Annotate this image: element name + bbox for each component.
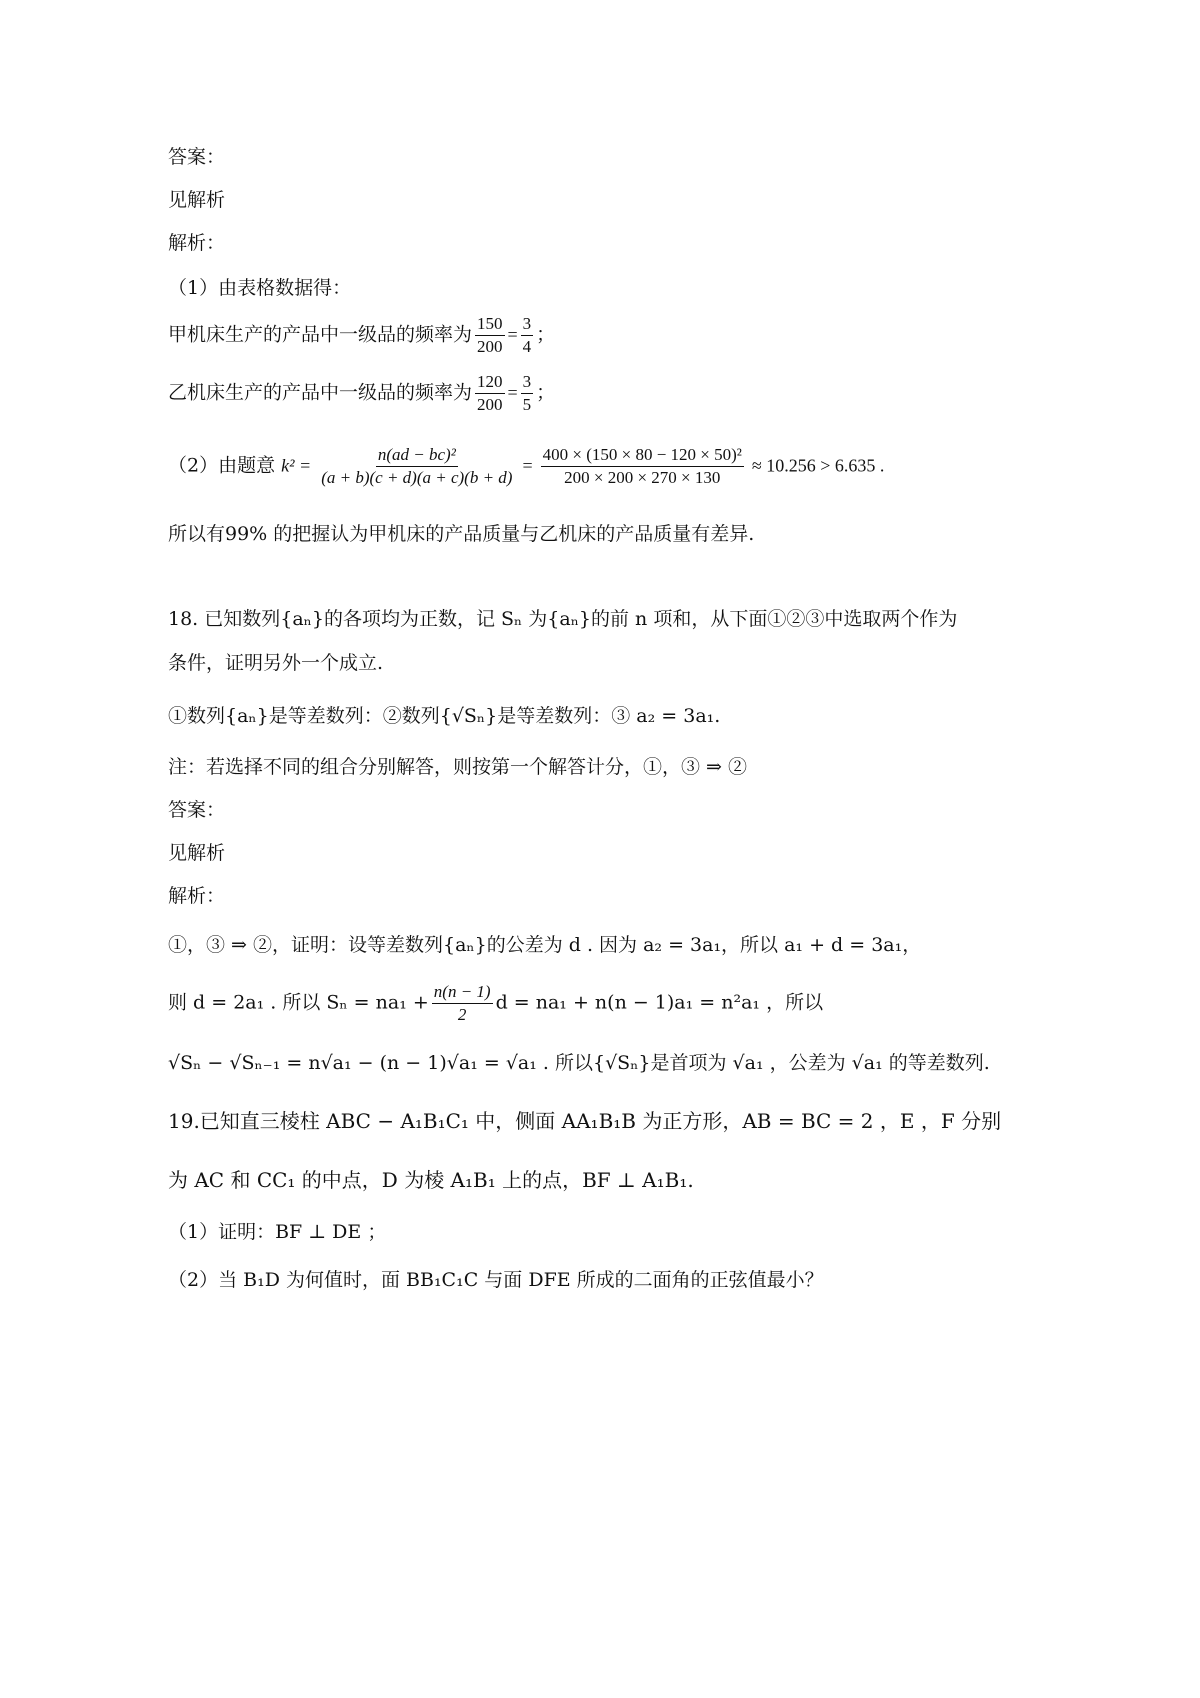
denominator: 200 × 200 × 270 × 130 [564, 468, 721, 487]
conclusion: 所以有99% 的把握认为甲机床的产品质量与乙机床的产品质量有差异. [168, 523, 755, 545]
fraction [541, 444, 744, 489]
numerator: 150 [475, 313, 505, 336]
fraction [432, 981, 493, 1026]
equals: = [522, 455, 533, 476]
q19-stem-line1: 19.已知直三棱柱 ABC − A₁B₁C₁ 中，侧面 AA₁B₁B 为正方形，AB = BC = 2 ，E ，F 分别 [168, 1109, 1002, 1133]
answer-label: 答案： [168, 799, 226, 821]
numerator: 120 [475, 371, 505, 394]
frequency-yi [168, 371, 555, 416]
chi-square-calc [168, 444, 884, 489]
text: 甲机床生产的产品中一级品的频率为 [168, 323, 473, 346]
q18-note: 注：若选择不同的组合分别解答，则按第一个解答计分，①，③ ⇒ ② [168, 756, 748, 778]
analysis-label: 解析： [168, 232, 226, 254]
result: ≈ 10.256 > 6.635 . [751, 455, 885, 476]
proof-line3: √Sₙ − √Sₙ₋₁ = n√a₁ − (n − 1)√a₁ = √a₁ . 所以{√Sₙ}是首项为 √a₁ ，公差为 √a₁ 的等差数列. [168, 1052, 990, 1074]
fraction [319, 444, 514, 489]
denominator: 2 [457, 1005, 467, 1024]
equals: = [507, 324, 518, 345]
lhs: k² = [281, 455, 312, 476]
proof-line1: ①，③ ⇒ ②，证明：设等差数列{aₙ}的公差为 d . 因为 a₂ = 3a₁，所以 a₁ + d = 3a₁， [168, 934, 922, 956]
denominator: 200 [477, 337, 503, 356]
q19-part2: （2）当 B₁D 为何值时，面 BB₁C₁C 与面 DFE 所成的二面角的正弦值最小？ [168, 1269, 824, 1291]
denominator: (a + b)(c + d)(a + c)(b + d) [321, 468, 513, 487]
denominator: 4 [522, 337, 532, 356]
fraction [475, 313, 505, 358]
punct: ； [536, 323, 556, 346]
frequency-jia [168, 313, 555, 358]
text: 则 d = 2a₁ . 所以 Sₙ = na₁ + [168, 991, 429, 1014]
answer-text: 见解析 [168, 189, 226, 211]
text: （2）由题意 [168, 454, 276, 477]
q19-part1: （1）证明：BF ⊥ DE ； [168, 1221, 387, 1243]
numerator: n(ad − bc)² [376, 444, 458, 467]
fraction [475, 371, 505, 416]
numerator: n(n − 1) [432, 981, 493, 1004]
fraction [521, 313, 534, 358]
denominator: 200 [477, 395, 503, 414]
q18-conditions: ①数列{aₙ}是等差数列：②数列{√Sₙ}是等差数列：③ a₂ = 3a₁. [168, 705, 721, 727]
part1-intro: （1）由表格数据得： [168, 277, 352, 299]
denominator: 5 [522, 395, 532, 414]
fraction [521, 371, 534, 416]
punct: ； [536, 381, 556, 404]
q18-stem-line2: 条件，证明另外一个成立. [168, 652, 384, 674]
proof-line2 [168, 981, 823, 1026]
numerator: 400 × (150 × 80 − 120 × 50)² [541, 444, 744, 467]
answer-label: 答案： [168, 146, 226, 168]
numerator: 3 [521, 371, 534, 394]
analysis-label: 解析： [168, 885, 226, 907]
q18-stem-line1: 18. 已知数列{aₙ}的各项均为正数，记 Sₙ 为{aₙ}的前 n 项和，从下面①②③中选取两个作为 [168, 608, 958, 630]
q19-stem-line2: 为 AC 和 CC₁ 的中点，D 为棱 A₁B₁ 上的点，BF ⊥ A₁B₁. [168, 1168, 694, 1192]
text: d = na₁ + n(n − 1)a₁ = n²a₁ ，所以 [495, 991, 824, 1014]
text: 乙机床生产的产品中一级品的频率为 [168, 381, 473, 404]
equals: = [507, 382, 518, 403]
numerator: 3 [521, 313, 534, 336]
answer-text: 见解析 [168, 842, 226, 864]
